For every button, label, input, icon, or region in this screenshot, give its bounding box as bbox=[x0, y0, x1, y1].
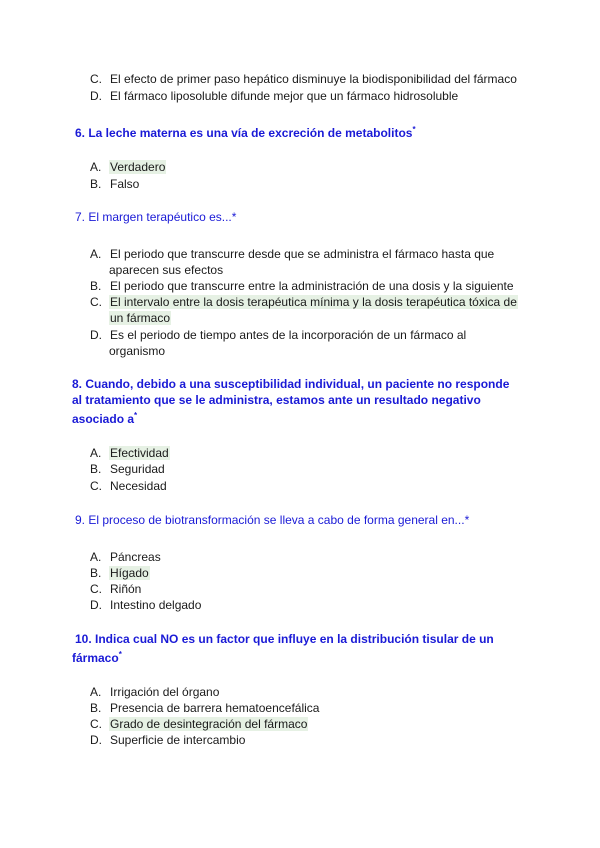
q6-option-b: B. Falso bbox=[90, 177, 140, 191]
q9-option-d: D. Intestino delgado bbox=[90, 598, 202, 612]
q5-option-c: C. El efecto de primer paso hepático disminuye la biodisponibilidad del fármaco bbox=[90, 72, 517, 86]
q5-option-d: D. El fármaco liposoluble difunde mejor que un fármaco hidrosoluble bbox=[90, 89, 459, 103]
q10-option-c: C. Grado de desintegración del fármaco bbox=[90, 717, 308, 731]
q10-option-b: B. Presencia de barrera hematoencefálica bbox=[90, 701, 320, 715]
required-mark: * bbox=[464, 513, 470, 527]
q8-question-line2: al tratamiento que se le administra, estamos ante un resultado negativo bbox=[72, 393, 481, 407]
q6-question: 6. La leche materna es una vía de excreción de metabolitos* bbox=[75, 125, 416, 140]
q6-option-a: A. Verdadero bbox=[90, 160, 166, 174]
q7-option-d: D. Es el periodo de tiempo antes de la incorporación de un fármaco al bbox=[90, 328, 467, 342]
required-mark: * bbox=[231, 210, 237, 224]
q10-option-a: A. Irrigación del órgano bbox=[90, 685, 220, 699]
q9-option-b: B. Hígado bbox=[90, 566, 149, 580]
q7-option-a-cont: aparecen sus efectos bbox=[109, 263, 224, 277]
required-mark: * bbox=[134, 411, 138, 420]
q7-option-c-cont: un fármaco bbox=[110, 311, 171, 325]
q8-question-line3: asociado a* bbox=[72, 411, 138, 426]
q9-option-a: A. Páncreas bbox=[90, 550, 161, 564]
q10-option-d: D. Superficie de intercambio bbox=[90, 733, 246, 747]
q9-question: 9. El proceso de biotransformación se lleva a cabo de forma general en...* bbox=[75, 513, 470, 527]
q7-question: 7. El margen terapéutico es...* bbox=[75, 210, 237, 224]
q8-option-a: A. Efectividad bbox=[90, 446, 169, 460]
q7-option-b: B. El periodo que transcurre entre la administración de una dosis y la siguiente bbox=[90, 279, 514, 293]
required-mark: * bbox=[412, 125, 416, 134]
q10-question-line2: fármaco* bbox=[72, 650, 122, 665]
q8-option-c: C. Necesidad bbox=[90, 479, 167, 493]
q9-option-c: C. Riñón bbox=[90, 582, 142, 596]
required-mark: * bbox=[118, 650, 122, 659]
q10-question-line1: 10. Indica cual NO es un factor que influye en la distribución tisular de un bbox=[75, 632, 494, 646]
q8-option-b: B. Seguridad bbox=[90, 462, 165, 476]
q7-option-a: A. El periodo que transcurre desde que se administra el fármaco hasta que bbox=[90, 247, 495, 261]
q7-option-c: C. El intervalo entre la dosis terapéutica mínima y la dosis terapéutica tóxica de bbox=[90, 295, 517, 309]
q8-question-line1: 8. Cuando, debido a una susceptibilidad individual, un paciente no responde bbox=[72, 377, 510, 391]
q7-option-d-cont: organismo bbox=[109, 344, 166, 358]
